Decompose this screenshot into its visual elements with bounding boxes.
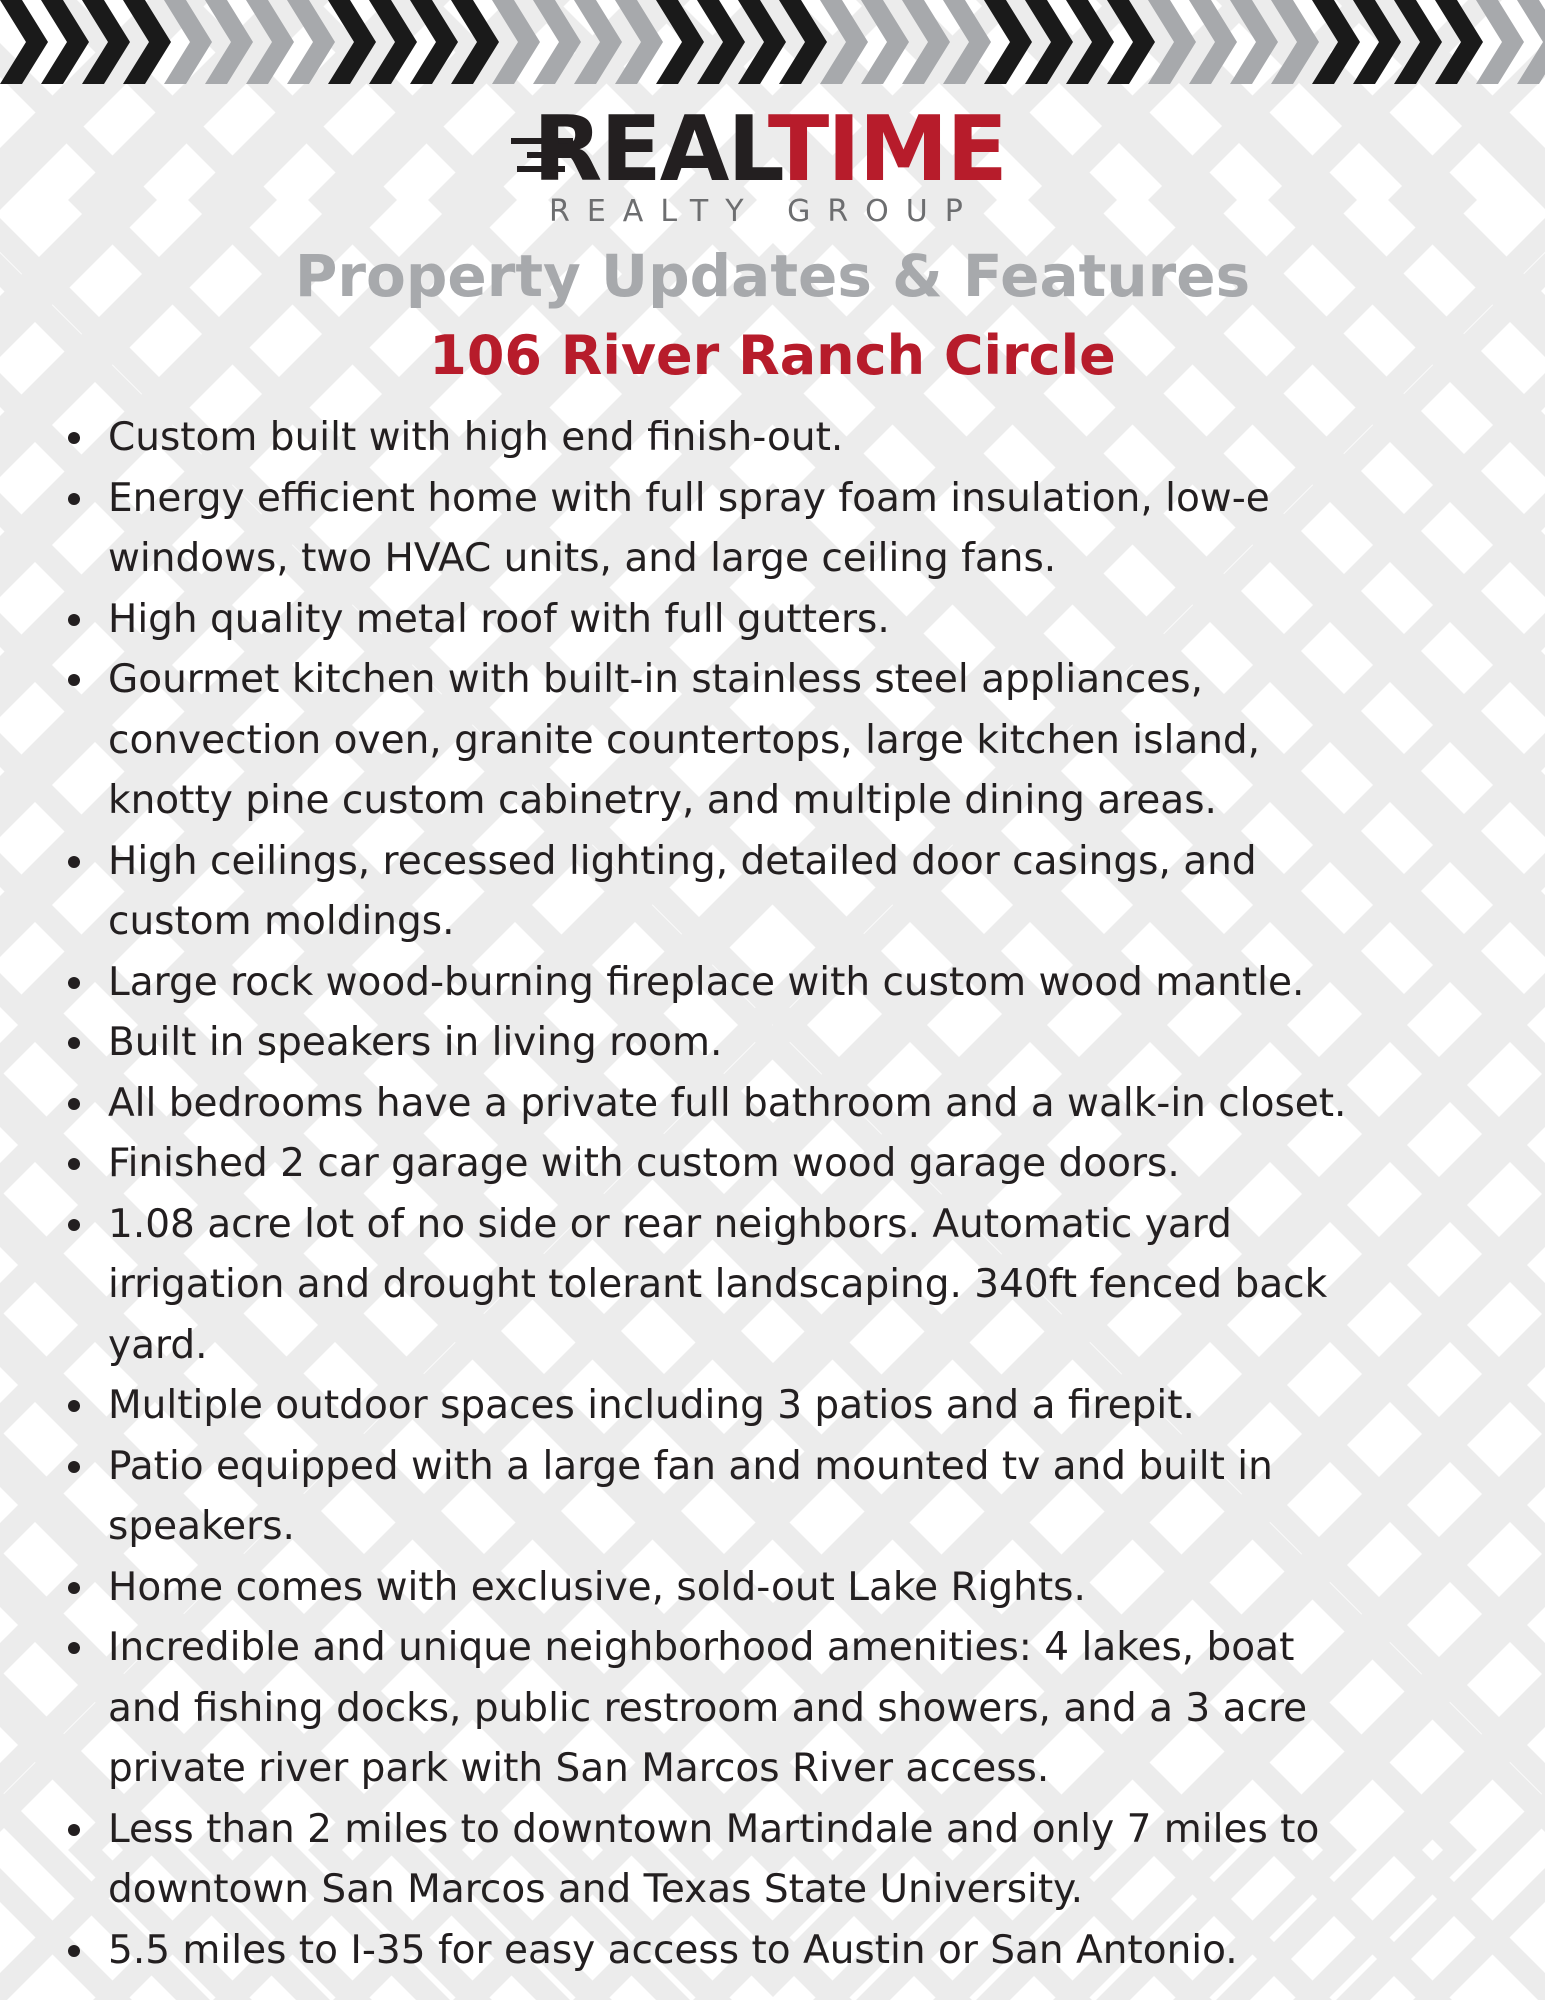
bullet-icon	[68, 1461, 80, 1473]
bullet-icon	[68, 1158, 80, 1170]
feature-text: Large rock wood-burning fireplace with custom wood mantle.	[108, 959, 1305, 1005]
feature-text: High quality metal roof with full gutters.	[108, 596, 890, 642]
bullet-icon	[68, 1642, 80, 1654]
chevron-arrow-icon	[164, 0, 212, 84]
bullet-icon	[68, 432, 80, 444]
bullet-icon	[68, 493, 80, 505]
chevron-arrow-icon	[1476, 0, 1524, 84]
feature-item	[60, 1376, 1505, 1437]
bullet-icon	[68, 1582, 80, 1594]
feature-item	[60, 650, 1505, 832]
feature-item	[60, 1134, 1505, 1195]
feature-item	[60, 469, 1505, 590]
chevron-arrow-icon	[369, 0, 417, 84]
logo-subtitle: REALTY GROUP	[549, 194, 980, 229]
bullet-icon	[68, 977, 80, 989]
chevron-arrow-icon	[123, 0, 171, 84]
page-title: Property Updates & Features	[294, 242, 1251, 310]
chevron-arrow-band	[0, 0, 1545, 90]
feature-text: Custom built with high end finish-out.	[108, 415, 844, 460]
feature-item	[60, 1437, 1505, 1558]
feature-text: Less than 2 miles to downtown Martindale and only 7 miles to downtown San Marcos and Texas State University.	[108, 1806, 1320, 1912]
feature-text: Patio equipped with a large fan and mounted tv and built in speakers.	[108, 1443, 1273, 1549]
feature-text: Incredible and unique neighborhood amenities: 4 lakes, boat and fishing docks, public restroom and showers, and a 3 acre private river park with San Marcos River access.	[108, 1625, 1308, 1791]
chevron-arrow-icon	[656, 0, 704, 84]
feature-item	[60, 953, 1505, 1014]
feature-text: Home comes with exclusive, sold-out Lake Rights.	[108, 1564, 1086, 1610]
bullet-icon	[68, 1219, 80, 1231]
feature-text: All bedrooms have a private full bathroom and a walk-in closet.	[108, 1080, 1347, 1126]
chevron-arrow-icon	[574, 0, 622, 84]
chevron-arrow-icon	[1230, 0, 1278, 84]
chevron-arrow-icon	[328, 0, 376, 84]
chevron-arrow-icon	[246, 0, 294, 84]
chevron-arrow-icon	[287, 0, 335, 84]
feature-text: 1.08 acre lot of no side or rear neighbors. Automatic yard irrigation and drought tolerant landscaping. 340ft fenced back yard.	[108, 1201, 1328, 1368]
feature-text: Energy efficient home with full spray foam insulation, low-e windows, two HVAC units, and large ceiling fans.	[108, 475, 1270, 581]
chevron-arrow-icon	[1107, 0, 1155, 84]
chevron-arrow-icon	[1394, 0, 1442, 84]
feature-item	[60, 1195, 1505, 1377]
chevron-arrow-icon	[533, 0, 581, 84]
chevron-arrow-icon	[902, 0, 950, 84]
chevron-arrow-icon	[492, 0, 540, 84]
chevron-arrow-icon	[1353, 0, 1401, 84]
feature-text: Gourmet kitchen with built-in stainless steel appliances, convection oven, granite countertops, large kitchen island, knotty pine custom cabinetry, and multiple dining areas.	[108, 657, 1261, 823]
chevron-arrow-icon	[1148, 0, 1196, 84]
chevron-arrow-icon	[820, 0, 868, 84]
feature-text: Built in speakers in living room.	[108, 1020, 723, 1065]
chevron-arrow-icon	[1312, 0, 1360, 84]
chevron-arrow-icon	[1066, 0, 1114, 84]
realtime-logo	[515, 97, 1035, 240]
chevron-arrow-icon	[1435, 0, 1483, 84]
logo-wordmark	[533, 97, 1006, 202]
feature-item	[60, 408, 1505, 469]
feature-item	[60, 1800, 1505, 1921]
feature-text: Finished 2 car garage with custom wood garage doors.	[108, 1141, 1180, 1186]
feature-item	[60, 590, 1505, 651]
feature-item	[60, 1074, 1505, 1135]
bullet-icon	[68, 1945, 80, 1957]
logo-real-text: REAL	[533, 97, 768, 202]
chevron-arrow-icon	[861, 0, 909, 84]
bullet-icon	[68, 1400, 80, 1412]
feature-text: 5.5 miles to I-35 for easy access to Austin or San Antonio.	[108, 1927, 1238, 1973]
chevron-arrow-icon	[738, 0, 786, 84]
chevron-arrow-icon	[41, 0, 89, 84]
property-address: 106 River Ranch Circle	[429, 324, 1116, 387]
chevron-arrow-icon	[0, 0, 48, 84]
feature-text: Multiple outdoor spaces including 3 patios and a firepit.	[108, 1383, 1195, 1428]
chevron-arrow-icon	[410, 0, 458, 84]
feature-text: High ceilings, recessed lighting, detailed door casings, and custom moldings.	[108, 838, 1257, 944]
chevron-arrow-icon	[984, 0, 1032, 84]
chevron-arrow-icon	[451, 0, 499, 84]
feature-item	[60, 1618, 1505, 1800]
feature-list	[60, 408, 1505, 1981]
logo-time-text: TIME	[767, 97, 1006, 202]
chevron-arrow-icon	[779, 0, 827, 84]
feature-item	[60, 832, 1505, 953]
feature-item	[60, 1013, 1505, 1074]
bullet-icon	[68, 614, 80, 626]
chevron-arrow-icon	[82, 0, 130, 84]
feature-item	[60, 1558, 1505, 1619]
chevron-arrow-icon	[205, 0, 253, 84]
bullet-icon	[68, 1098, 80, 1110]
chevron-arrow-icon	[697, 0, 745, 84]
feature-item	[60, 1921, 1505, 1982]
bullet-icon	[68, 674, 80, 686]
bullet-icon	[68, 1824, 80, 1836]
chevron-arrow-icon	[1189, 0, 1237, 84]
bullet-icon	[68, 856, 80, 868]
chevron-arrow-icon	[1271, 0, 1319, 84]
chevron-arrow-icon	[1025, 0, 1073, 84]
chevron-arrow-icon	[615, 0, 663, 84]
chevron-arrow-icon	[943, 0, 991, 84]
bullet-icon	[68, 1037, 80, 1049]
